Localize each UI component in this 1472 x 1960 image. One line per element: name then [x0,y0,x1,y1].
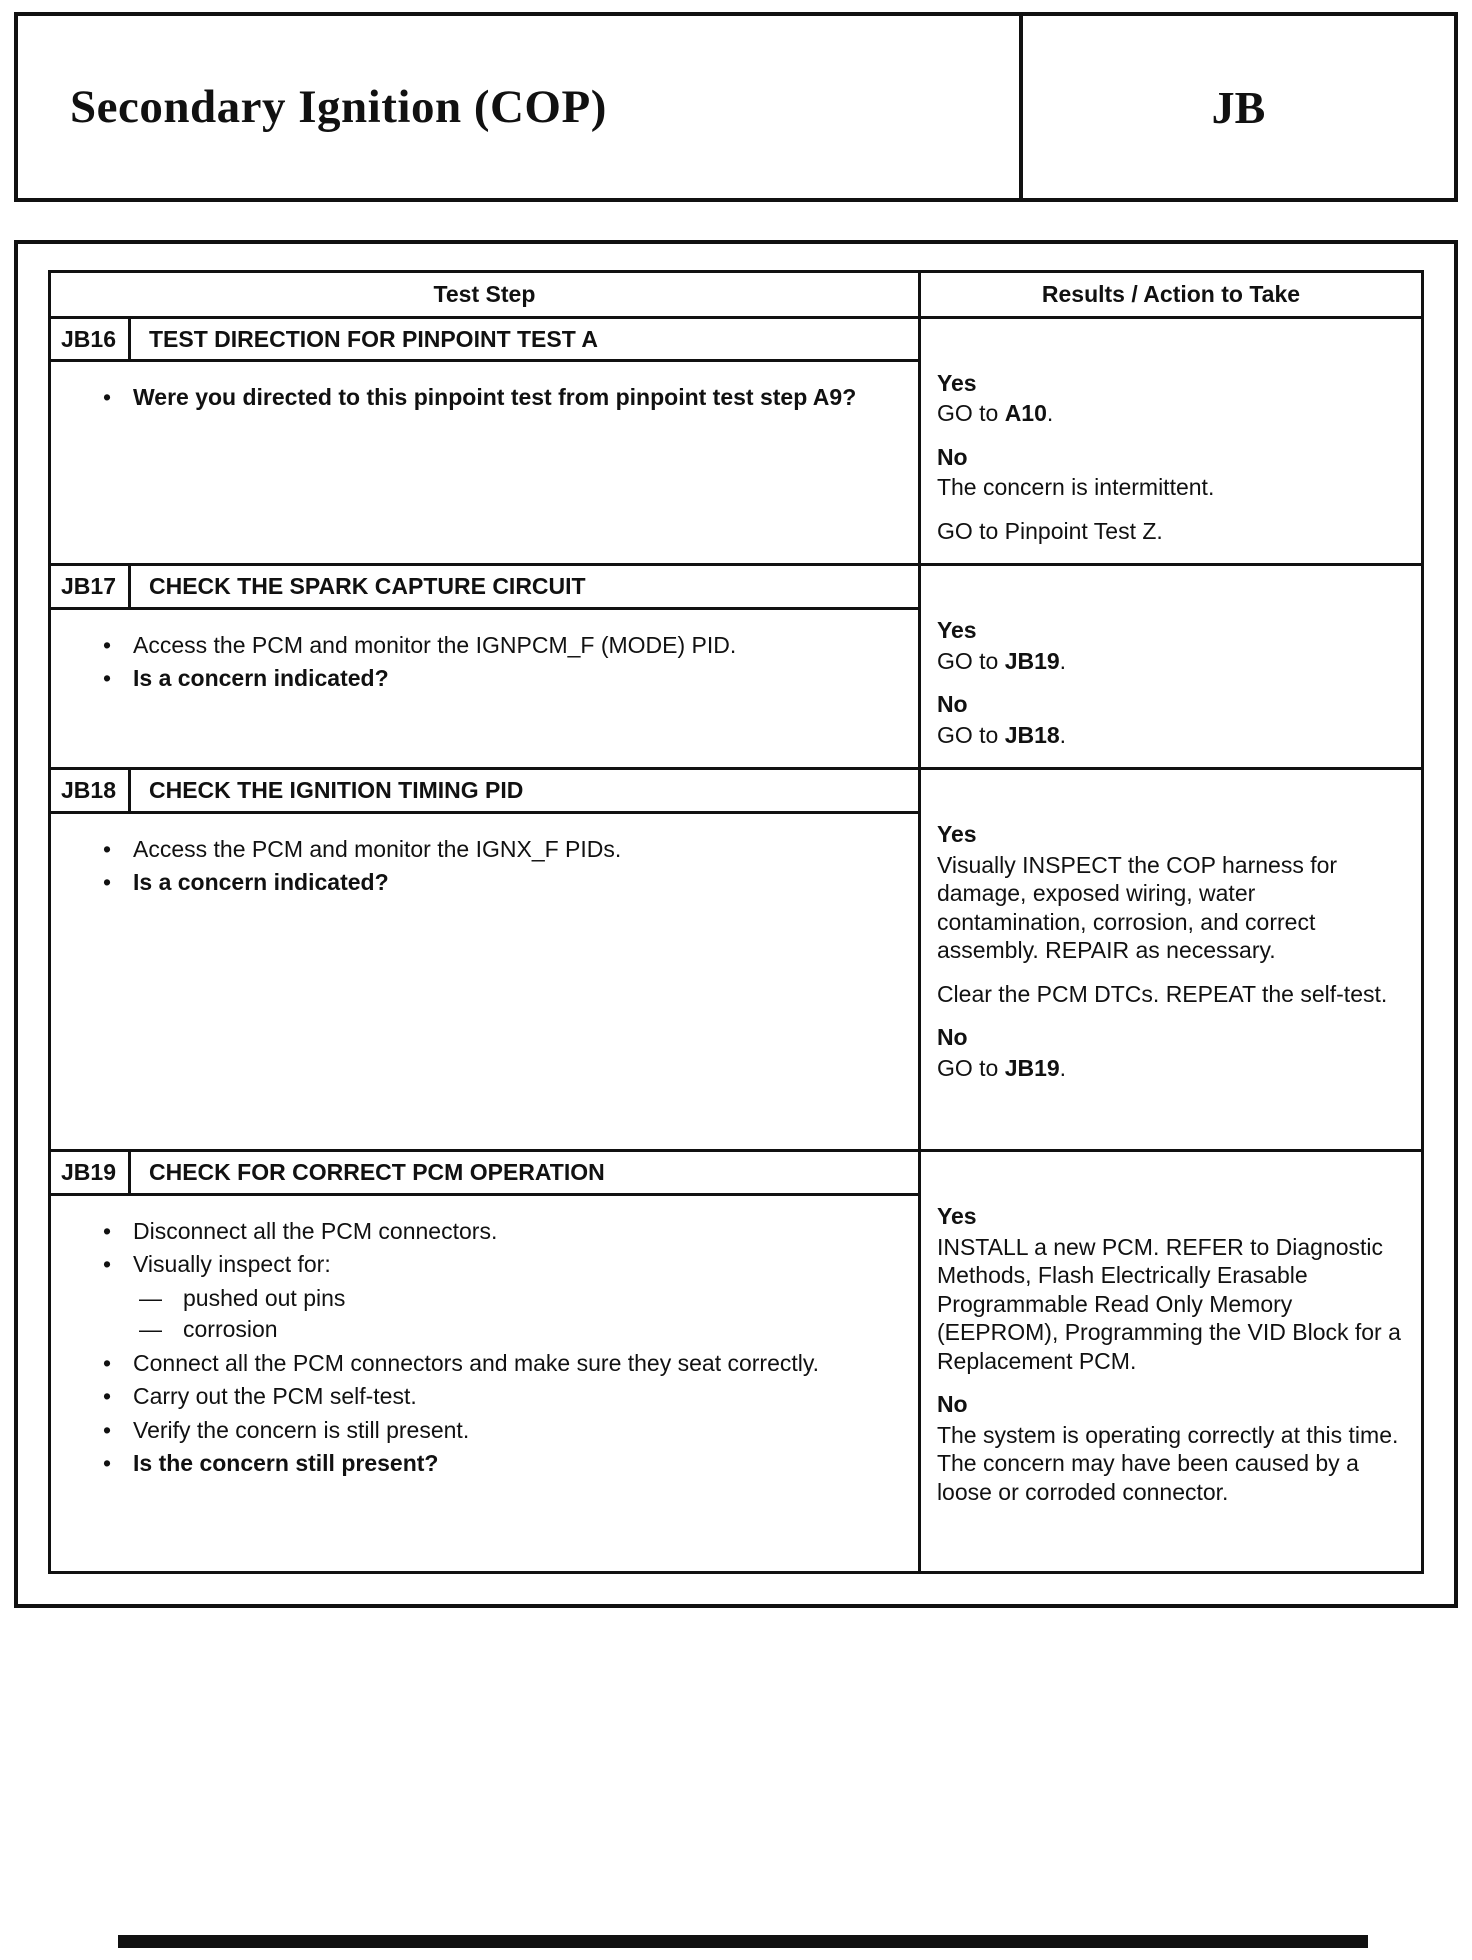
step-instruction [103,835,904,864]
step-body [51,1196,918,1571]
dash-icon: — [139,1316,162,1343]
step-instruction [103,1250,904,1279]
page-title: Secondary Ignition (COP) [70,81,607,133]
results-cell [921,770,1421,1149]
result-line: GO to A10. [936,400,1054,427]
result-line: Visually INSPECT the COP harness for damage, exposed wiring, water contamination, corrosion, and correct assembly. REPAIR as necessary. [936,851,1338,964]
step-header [51,770,918,814]
result-line: INSTALL a new PCM. REFER to Diagnostic Methods, Flash Electrically Erasable Programmable Read Only Memory (EEPROM), Programming the VID Block for a Replacement PCM. [936,1233,1401,1374]
step-instruction [103,1449,904,1478]
table-header-row [51,273,1421,319]
result-line: GO to JB18. [936,721,1067,748]
page-title-box [14,12,1458,202]
column-header-results: Results / Action to Take [1041,281,1301,307]
test-step-cell [51,319,921,564]
result-line: Yes [936,617,977,644]
step-title: TEST DIRECTION FOR PINPOINT TEST A [149,325,598,352]
page-footer-bar [118,1935,1368,1948]
test-step-cell [51,770,921,1149]
sub-list-item [103,1315,904,1344]
step-id: JB17 [51,566,131,607]
bullet-icon: • [103,384,112,411]
instruction-text: Carry out the PCM self-test. [133,1383,417,1410]
instruction-text: Is a concern indicated? [133,869,389,896]
step-title: CHECK FOR CORRECT PCM OPERATION [149,1159,605,1186]
bullet-icon: • [103,1450,112,1477]
result-group [937,616,1407,675]
step-id: JB19 [51,1152,131,1193]
test-step-row [51,770,1421,1152]
instruction-text: Is the concern still present? [133,1450,439,1477]
test-step-row [51,319,1421,567]
step-header [51,566,918,610]
pinpoint-test-table [48,270,1424,1574]
instruction-text: Access the PCM and monitor the IGNPCM_F (MODE) PID. [133,631,737,658]
bullet-icon: • [103,1349,112,1376]
sub-item-text: pushed out pins [183,1284,346,1311]
result-line: Yes [936,1203,977,1230]
result-group [937,517,1407,546]
step-body [51,362,918,563]
step-body [51,814,918,1149]
bullet-icon: • [103,665,112,692]
step-instruction [103,868,904,897]
result-line: The system is operating correctly at this time. The concern may have been caused by a loose or corroded connector. [936,1421,1399,1505]
result-group [937,820,1407,965]
step-instruction [103,383,904,412]
result-line: GO to JB19. [936,1054,1067,1081]
results-cell [921,1152,1421,1571]
bullet-icon: • [103,835,112,862]
instruction-text: Is a concern indicated? [133,665,389,692]
results-cell [921,319,1421,564]
instruction-text: Access the PCM and monitor the IGNX_F PIDs. [133,835,622,862]
bullet-icon: • [103,869,112,896]
step-id: JB16 [51,319,131,360]
result-line: No [936,1024,968,1051]
instruction-text: Verify the concern is still present. [133,1416,470,1443]
bullet-icon: • [103,631,112,658]
sub-list-item [103,1284,904,1313]
result-line: Yes [936,369,977,396]
sub-item-text: corrosion [183,1316,278,1343]
result-group [937,369,1407,428]
result-line: No [936,443,968,470]
column-header-test-step: Test Step [51,273,921,316]
result-line: GO to JB19. [936,647,1067,674]
result-line: Yes [936,821,977,848]
bullet-icon: • [103,1416,112,1443]
instruction-text: Were you directed to this pinpoint test from pinpoint test step A9? [133,384,857,411]
dash-icon: — [139,1284,162,1311]
section-code: JB [1019,16,1454,198]
result-group [937,443,1407,502]
result-group [937,1390,1407,1506]
step-instruction [103,1416,904,1445]
step-instruction [103,1217,904,1246]
step-header [51,319,918,363]
step-title: CHECK THE SPARK CAPTURE CIRCUIT [149,573,586,600]
step-title: CHECK THE IGNITION TIMING PID [149,777,524,804]
step-instruction [103,631,904,660]
result-line: The concern is intermittent. [936,474,1215,501]
test-step-row [51,1152,1421,1571]
table-body [51,319,1421,1572]
step-id: JB18 [51,770,131,811]
step-header [51,1152,918,1196]
instruction-text: Disconnect all the PCM connectors. [133,1217,498,1244]
step-instruction [103,664,904,693]
bullet-icon: • [103,1217,112,1244]
result-line: GO to Pinpoint Test Z. [936,517,1163,544]
result-line: No [936,691,968,718]
test-step-cell [51,566,921,767]
test-step-cell [51,1152,921,1571]
step-instruction [103,1349,904,1378]
table-container [14,240,1458,1608]
result-line: No [936,1391,968,1418]
step-instruction [103,1382,904,1411]
instruction-text: Connect all the PCM connectors and make sure they seat correctly. [133,1349,820,1376]
result-group [937,690,1407,749]
result-group [937,980,1407,1009]
test-step-row [51,566,1421,770]
result-group [937,1202,1407,1375]
result-line: Clear the PCM DTCs. REPEAT the self-test. [936,980,1388,1007]
bullet-icon: • [103,1383,112,1410]
instruction-text: Visually inspect for: [133,1251,331,1278]
bullet-icon: • [103,1251,112,1278]
results-cell [921,566,1421,767]
result-group [937,1023,1407,1082]
step-body [51,610,918,768]
